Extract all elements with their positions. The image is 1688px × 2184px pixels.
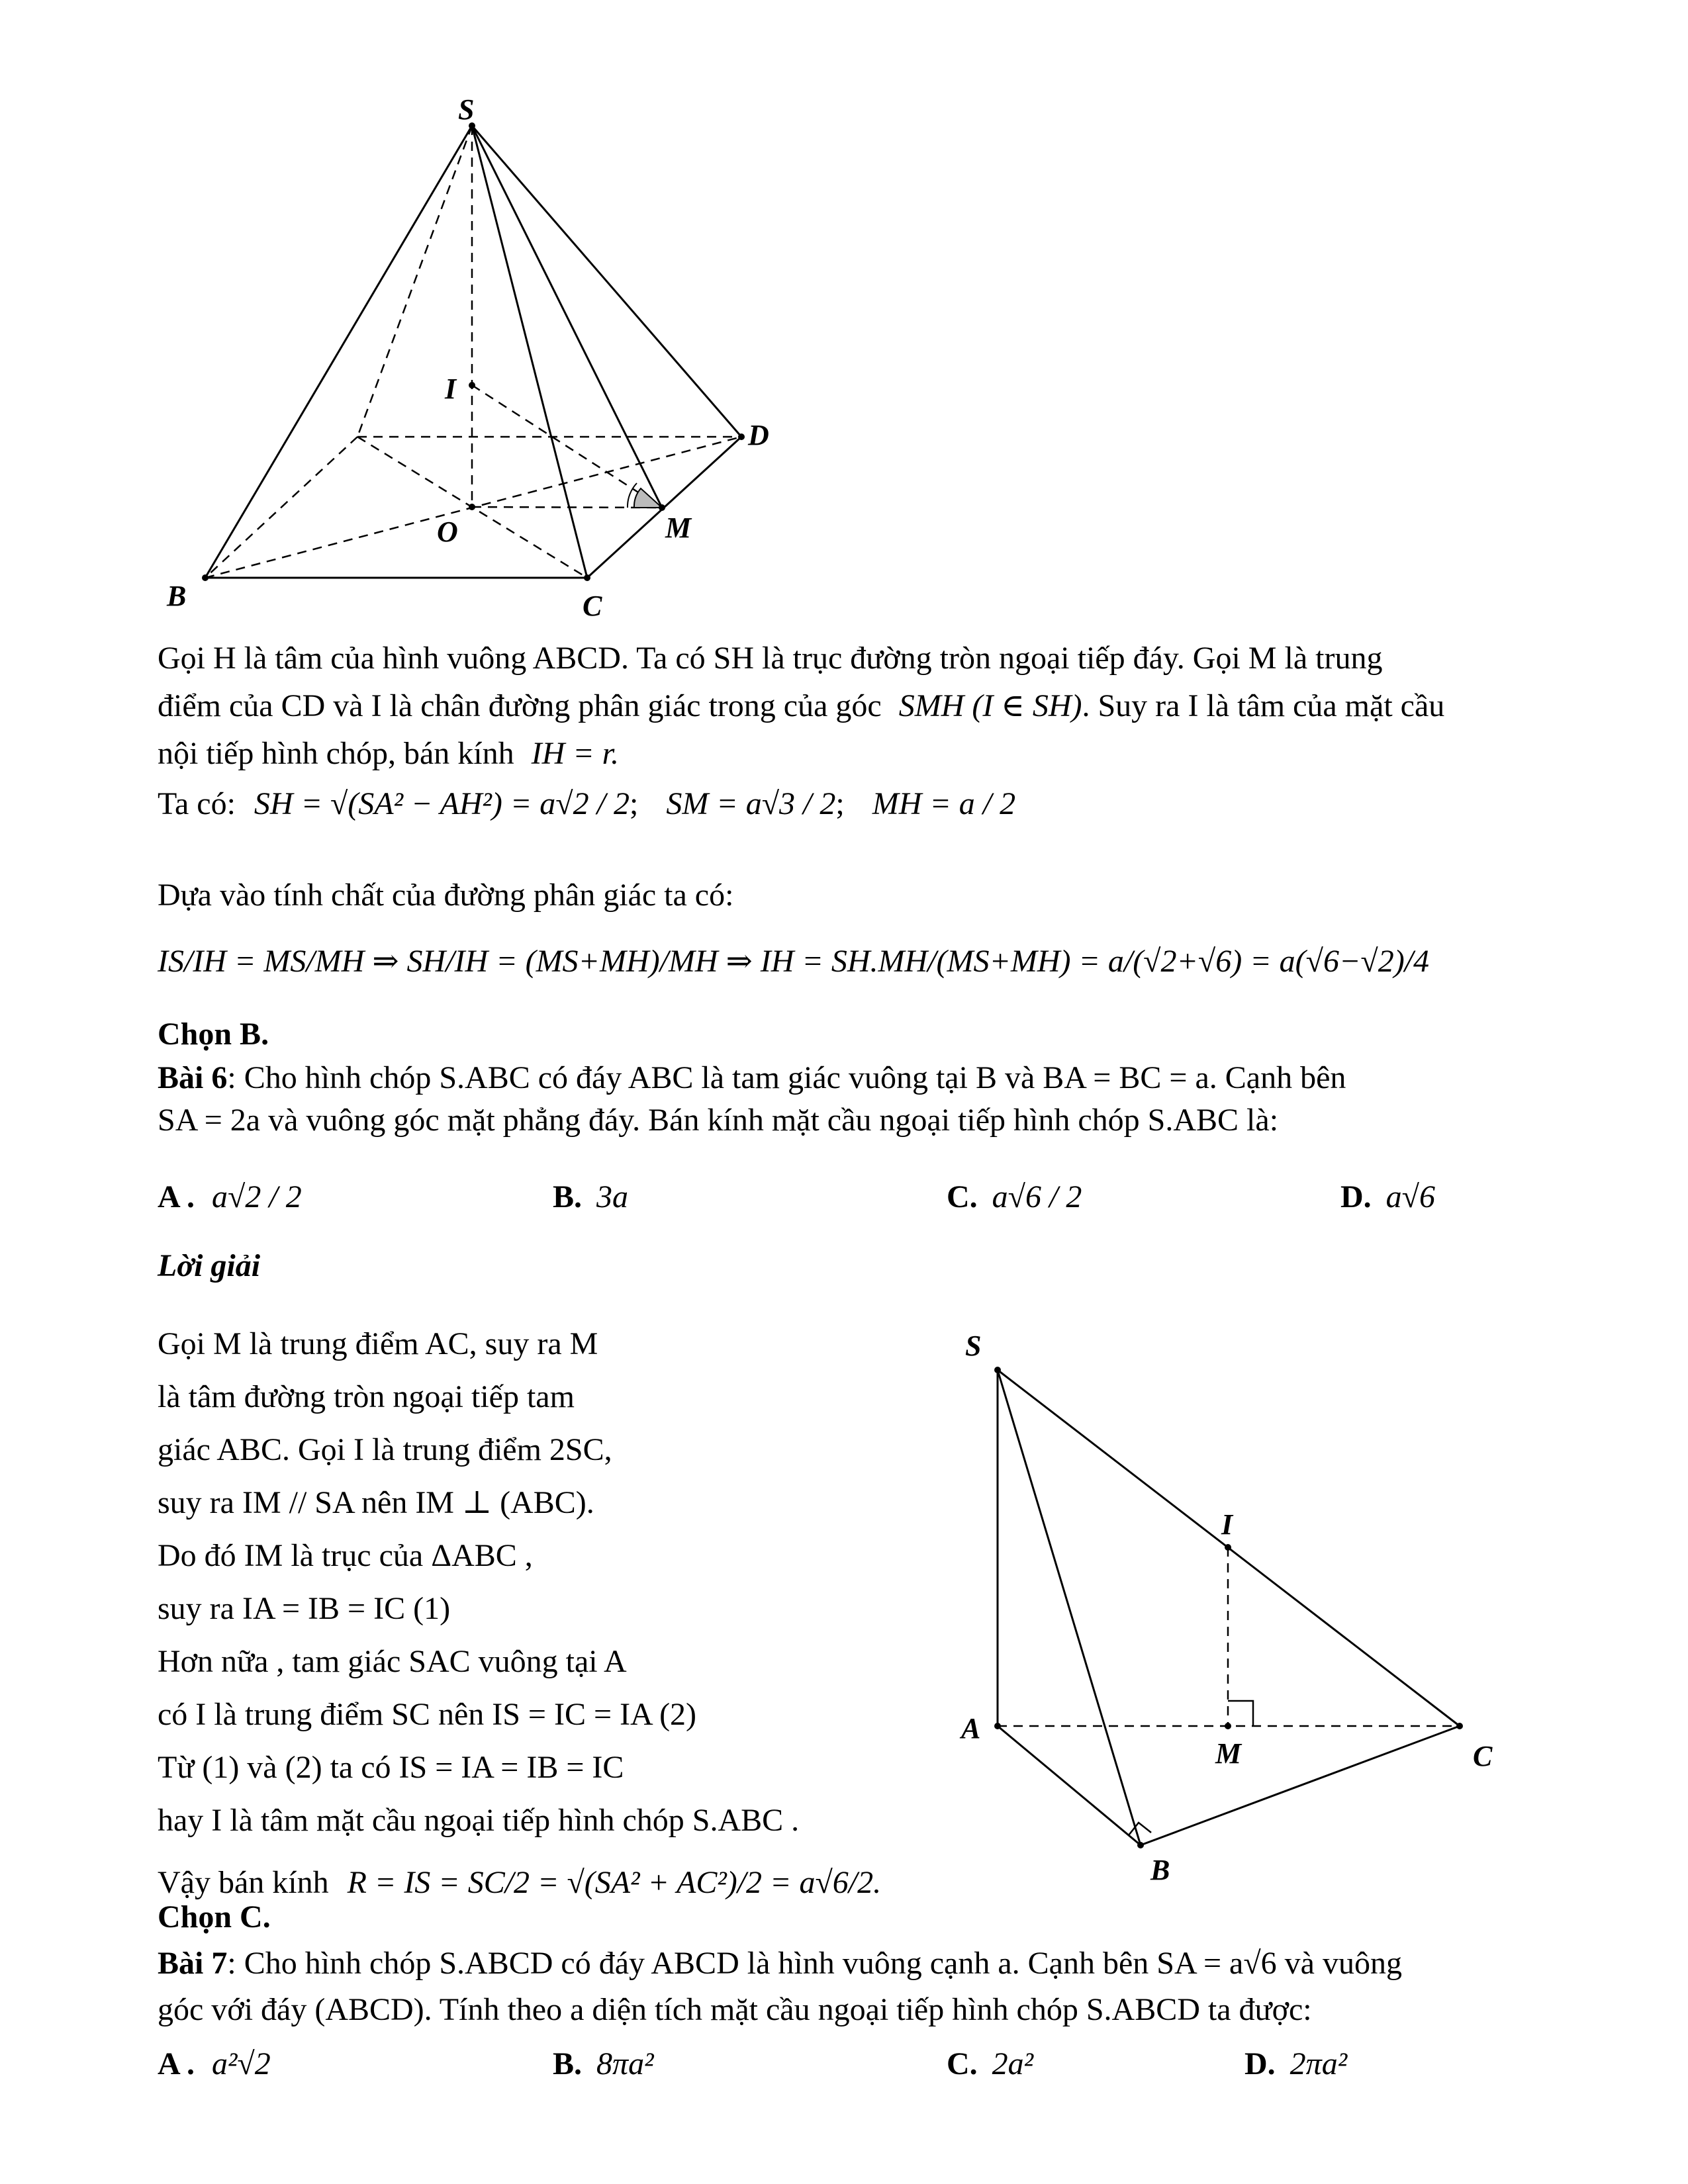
figure-pyramid-sabc <box>953 1317 1509 1893</box>
fig2-label-c: C <box>1473 1740 1493 1772</box>
vay-label: Vậy bán kính <box>158 1865 329 1900</box>
bai6-option-b-value: 3a <box>596 1179 629 1214</box>
sol6-line-2: là tâm đường tròn ngoại tiếp tam <box>158 1379 575 1414</box>
fig1-label-m: M <box>665 512 692 544</box>
loigiai-heading: Lời giải <box>158 1248 261 1283</box>
bai7-label: Bài 7 <box>158 1946 228 1981</box>
sol6-line-6: suy ra IA = IB = IC (1) <box>158 1591 451 1626</box>
bai7-option-letter-c: C. <box>947 2046 978 2081</box>
bai6-option-b[interactable] <box>553 1174 628 1220</box>
vay-formula: R = IS = SC/2 = √(SA² + AC²)/2 = a√6/2. <box>347 1865 882 1900</box>
taco-label: Ta có: <box>158 786 236 821</box>
taco-line: Ta có: SH = √(SA² − AH²) = a√2 / 2; SM = a√3 / 2; MH = a / 2 <box>158 786 1016 821</box>
bai7-option-b-value: 8πa² <box>596 2046 654 2081</box>
sol6-line-7: Hơn nữa , tam giác SAC vuông tại A <box>158 1644 627 1679</box>
bai7-option-d[interactable] <box>1244 2041 1347 2087</box>
para1-angle-formula: SMH (I ∈ SH) <box>898 688 1082 723</box>
ratio-intro: Dựa vào tính chất của đường phân giác ta có: <box>158 878 734 913</box>
figure-pyramid-sabcd <box>132 86 861 629</box>
bai7-option-letter-d: D. <box>1244 2046 1276 2081</box>
fig1-label-c: C <box>583 590 602 622</box>
radius-formula: IH = r. <box>531 736 619 771</box>
fig2-label-a: A <box>961 1712 981 1745</box>
option-letter-c: C. <box>947 1179 978 1214</box>
para1-line3 <box>158 731 619 777</box>
bai6-option-d[interactable] <box>1340 1174 1435 1220</box>
fig2-label-i: I <box>1221 1508 1233 1541</box>
fig2-label-s: S <box>965 1330 982 1362</box>
bai7-line2: góc với đáy (ABCD). Tính theo a diện tích mặt cầu ngoại tiếp hình chóp S.ABCD ta được: <box>158 1992 1312 2027</box>
bai7-text1: : Cho hình chóp S.ABCD có đáy ABCD là hình vuông cạnh a. Cạnh bên SA = a√6 và vuông <box>227 1946 1402 1981</box>
option-letter-b: B. <box>553 1179 583 1214</box>
sol6-line-4: suy ra IM // SA nên IM ⊥ (ABC). <box>158 1485 594 1520</box>
answer-choice-2: Chọn C. <box>158 1899 271 1934</box>
bai7-option-letter-b: B. <box>553 2046 583 2081</box>
sol6-line-1: Gọi M là trung điểm AC, suy ra M <box>158 1326 598 1361</box>
bai6-line1 <box>158 1055 1346 1101</box>
bai6-option-d-value: a√6 <box>1385 1179 1436 1214</box>
bai6-option-c-value: a√6 / 2 <box>992 1179 1082 1214</box>
fig1-label-s: S <box>458 93 475 126</box>
answer-choice-1: Chọn B. <box>158 1017 269 1052</box>
para1-line2 <box>158 683 1444 729</box>
formula-sm: SM = a√3 / 2 <box>666 786 836 821</box>
bai6-text1: : Cho hình chóp S.ABC có đáy ABC là tam giác vuông tại B và BA = BC = a. Cạnh bên <box>227 1060 1346 1095</box>
formula-sh: SH = √(SA² − AH²) = a√2 / 2 <box>254 786 630 821</box>
sol6-line-3: giác ABC. Gọi I là trung điểm 2SC, <box>158 1432 612 1467</box>
bai7-option-letter-a: A . <box>158 2046 195 2081</box>
bai7-option-a-value: a²√2 <box>212 2046 271 2081</box>
fig1-label-d: D <box>748 419 769 451</box>
para1-line3-text: nội tiếp hình chóp, bán kính <box>158 736 514 771</box>
option-letter-a: A . <box>158 1179 195 1214</box>
sol6-line-10: hay I là tâm mặt cầu ngoại tiếp hình chóp S.ABC . <box>158 1803 800 1838</box>
bai6-label: Bài 6 <box>158 1060 228 1095</box>
fig1-label-b: B <box>167 580 187 612</box>
formula-mh: MH = a / 2 <box>872 786 1016 821</box>
bai7-option-c[interactable] <box>947 2041 1033 2087</box>
bai7-option-c-value: 2a² <box>992 2046 1034 2081</box>
sol6-line-9: Từ (1) và (2) ta có IS = IA = IB = IC <box>158 1750 624 1785</box>
fig2-label-m: M <box>1215 1737 1242 1770</box>
para1-line2-text: điểm của CD và I là chân đường phân giác trong của góc <box>158 688 882 723</box>
bai6-line2: SA = 2a và vuông góc mặt phẳng đáy. Bán kính mặt cầu ngoại tiếp hình chóp S.ABC là: <box>158 1103 1279 1138</box>
fig1-label-i: I <box>445 373 457 405</box>
option-letter-d: D. <box>1340 1179 1372 1214</box>
bai7-line1 <box>158 1940 1402 1987</box>
sol6-line-8: có I là trung điểm SC nên IS = IC = IA (2) <box>158 1697 697 1732</box>
bai7-option-d-value: 2πa² <box>1289 2046 1348 2081</box>
para1-line1: Gọi H là tâm của hình vuông ABCD. Ta có SH là trục đường tròn ngoại tiếp đáy. Gọi M là trung <box>158 641 1383 676</box>
bai6-option-a[interactable] <box>158 1174 302 1220</box>
fig2-label-b: B <box>1150 1854 1170 1886</box>
bai7-option-b[interactable] <box>553 2041 653 2087</box>
bai7-option-a[interactable] <box>158 2041 271 2087</box>
para1-line2-tail: . Suy ra I là tâm của mặt cầu <box>1082 688 1445 723</box>
bai6-option-a-value: a√2 / 2 <box>212 1179 302 1214</box>
fig1-label-o: O <box>437 516 458 548</box>
sol6-line-5: Do đó IM là trục của ΔABC , <box>158 1538 533 1573</box>
ratio-formula: IS/IH = MS/MH ⇒ SH/IH = (MS+MH)/MH ⇒ IH = SH.MH/(MS+MH) = a/(√2+√6) = a(√6−√2)/4 <box>158 944 1430 979</box>
bai6-option-c[interactable] <box>947 1174 1082 1220</box>
